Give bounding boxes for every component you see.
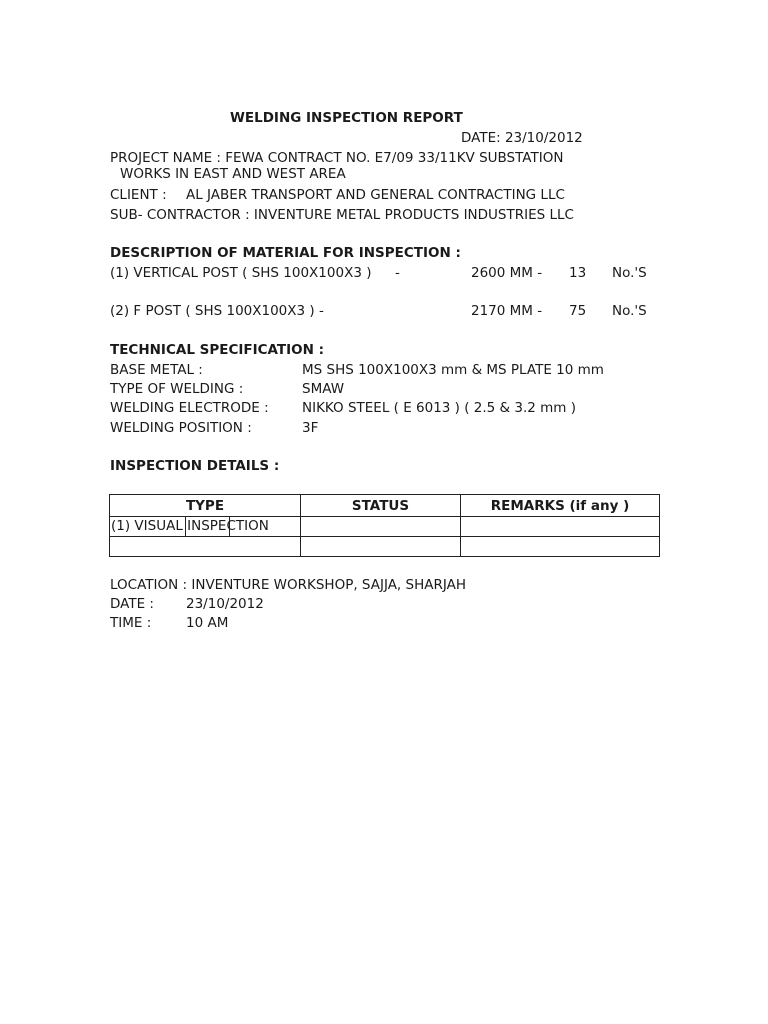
status-cell bbox=[301, 517, 461, 537]
status-cell bbox=[301, 537, 461, 557]
remarks-cell bbox=[461, 517, 660, 537]
tech-value: MS SHS 100X100X3 mm & MS PLATE 10 mm bbox=[302, 362, 604, 378]
type-cell-text: (1) VISUAL INSPECTION bbox=[111, 518, 269, 534]
type-cell bbox=[110, 537, 301, 557]
report-title: WELDING INSPECTION REPORT bbox=[230, 110, 463, 126]
material-desc: (2) F POST ( SHS 100X100X3 ) - bbox=[110, 303, 324, 319]
material-heading: DESCRIPTION OF MATERIAL FOR INSPECTION : bbox=[110, 245, 461, 261]
project-name-line2: WORKS IN EAST AND WEST AREA bbox=[120, 166, 346, 182]
table-row bbox=[110, 517, 660, 537]
tech-label: WELDING POSITION : bbox=[110, 420, 252, 436]
footer-time-value: 10 AM bbox=[186, 615, 229, 631]
inspection-heading: INSPECTION DETAILS : bbox=[110, 458, 280, 474]
column-header-remarks: REMARKS (if any ) bbox=[461, 495, 660, 517]
table-row bbox=[110, 537, 660, 557]
footer-location: LOCATION : INVENTURE WORKSHOP, SAJJA, SHARJAH bbox=[110, 577, 466, 593]
tech-value: NIKKO STEEL ( E 6013 ) ( 2.5 & 3.2 mm ) bbox=[302, 400, 576, 416]
inspection-table bbox=[109, 494, 660, 557]
tech-value: 3F bbox=[302, 420, 319, 436]
footer-date-label: DATE : bbox=[110, 596, 154, 612]
footer-date-value: 23/10/2012 bbox=[186, 596, 264, 612]
material-qty: 75 bbox=[569, 303, 587, 319]
footer-time-label: TIME : bbox=[110, 615, 152, 631]
tech-label: TYPE OF WELDING : bbox=[110, 381, 244, 397]
column-header-type: TYPE bbox=[110, 495, 301, 517]
material-unit: No.'S bbox=[612, 265, 647, 281]
remarks-cell bbox=[461, 537, 660, 557]
tech-label: BASE METAL : bbox=[110, 362, 203, 378]
table-header-row bbox=[110, 495, 660, 517]
tech-label: WELDING ELECTRODE : bbox=[110, 400, 269, 416]
type-cell bbox=[110, 517, 301, 537]
project-name-line1: PROJECT NAME : FEWA CONTRACT NO. E7/09 33/11KV SUBSTATION bbox=[110, 150, 564, 166]
material-length: 2170 MM - bbox=[471, 303, 543, 319]
tech-spec-heading: TECHNICAL SPECIFICATION : bbox=[110, 342, 325, 358]
tech-value: SMAW bbox=[302, 381, 345, 397]
report-date: DATE: 23/10/2012 bbox=[461, 130, 583, 146]
column-header-status: STATUS bbox=[301, 495, 461, 517]
material-dash: - bbox=[395, 265, 400, 281]
material-qty: 13 bbox=[569, 265, 587, 281]
subcontractor-line: SUB- CONTRACTOR : INVENTURE METAL PRODUCTS INDUSTRIES LLC bbox=[110, 207, 574, 223]
material-unit: No.'S bbox=[612, 303, 647, 319]
material-desc: (1) VERTICAL POST ( SHS 100X100X3 ) bbox=[110, 265, 372, 281]
material-length: 2600 MM - bbox=[471, 265, 543, 281]
client-label: CLIENT : bbox=[110, 187, 167, 203]
client-value: AL JABER TRANSPORT AND GENERAL CONTRACTING LLC bbox=[186, 187, 565, 203]
